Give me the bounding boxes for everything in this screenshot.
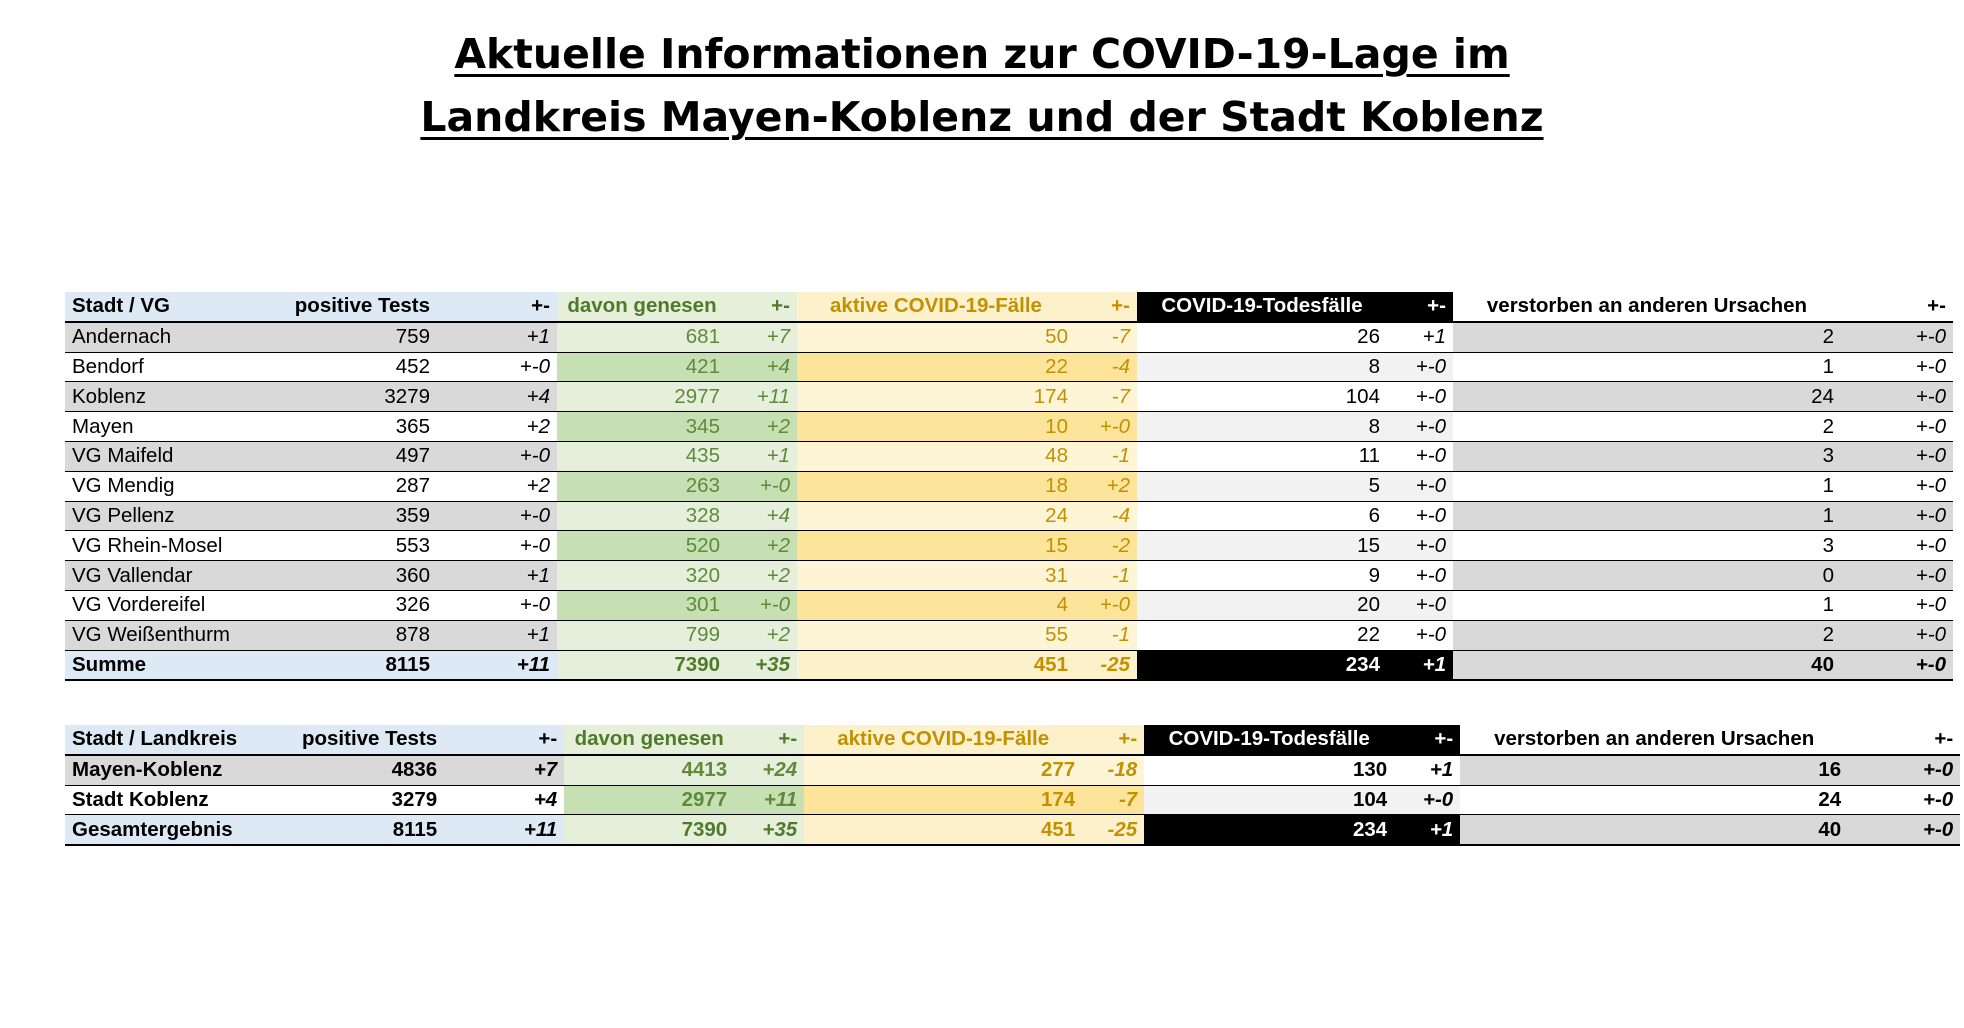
sum-cell-gen: 7390 (564, 815, 734, 845)
cell-pos: 3279 (244, 785, 444, 815)
sum-row (65, 650, 1953, 680)
table-row (65, 561, 1953, 591)
cell-akt: 22 (797, 352, 1075, 382)
cell-tod-delta: +-0 (1387, 382, 1453, 412)
sum-cell-tod: 234 (1144, 815, 1394, 845)
sum-cell-gen-delta: +35 (734, 815, 804, 845)
cell-ver-delta: +-0 (1841, 471, 1953, 501)
cell-akt-delta: -1 (1075, 441, 1137, 471)
column-header-ver: verstorben an anderen Ursachen (1460, 725, 1848, 755)
cell-tod: 104 (1137, 382, 1387, 412)
sum-cell-gen: 7390 (557, 650, 727, 680)
cell-tod: 9 (1137, 561, 1387, 591)
cell-gen-delta: +2 (727, 412, 797, 442)
page-title-line-2: Landkreis Mayen-Koblenz und der Stadt Koblenz (420, 93, 1544, 141)
sum-cell-tod-delta: +1 (1394, 815, 1460, 845)
cell-pos: 3279 (237, 382, 437, 412)
cell-name: Andernach (65, 322, 237, 352)
table-row (65, 785, 1960, 815)
column-header-akt: aktive COVID-19-Fälle (797, 292, 1075, 322)
column-header-pos: positive Tests (244, 725, 444, 755)
column-header-ver: verstorben an anderen Ursachen (1453, 292, 1841, 322)
cell-gen-delta: +4 (727, 352, 797, 382)
cell-gen-delta: +2 (727, 561, 797, 591)
cell-ver: 3 (1453, 441, 1841, 471)
cell-gen-delta: +11 (727, 382, 797, 412)
cell-name: Mayen (65, 412, 237, 442)
cell-akt-delta: +2 (1075, 471, 1137, 501)
cell-ver-delta: +-0 (1841, 501, 1953, 531)
cell-pos: 878 (237, 620, 437, 650)
cell-tod: 130 (1144, 755, 1394, 785)
cell-ver-delta: +-0 (1841, 412, 1953, 442)
cell-akt: 48 (797, 441, 1075, 471)
cell-tod-delta: +-0 (1387, 620, 1453, 650)
cell-ver: 3 (1453, 531, 1841, 561)
table-row (65, 412, 1953, 442)
vg-table (65, 292, 1953, 681)
cell-tod: 22 (1137, 620, 1387, 650)
cell-tod: 26 (1137, 322, 1387, 352)
cell-ver: 1 (1453, 590, 1841, 620)
cell-ver-delta: +-0 (1841, 352, 1953, 382)
cell-pos: 326 (237, 590, 437, 620)
cell-akt-delta: -18 (1082, 755, 1144, 785)
cell-tod-delta: +-0 (1387, 531, 1453, 561)
sum-cell-name: Gesamtergebnis (65, 815, 244, 845)
cell-tod-delta: +-0 (1387, 590, 1453, 620)
cell-akt: 50 (797, 322, 1075, 352)
cell-ver: 24 (1453, 382, 1841, 412)
cell-ver: 24 (1460, 785, 1848, 815)
cell-gen: 301 (557, 590, 727, 620)
column-header-pos-delta: +- (437, 292, 557, 322)
cell-gen-delta: +4 (727, 501, 797, 531)
cell-gen-delta: +-0 (727, 590, 797, 620)
cell-tod-delta: +-0 (1387, 441, 1453, 471)
cell-pos: 287 (237, 471, 437, 501)
column-header-gen-delta: +- (734, 725, 804, 755)
sum-cell-ver-delta: +-0 (1848, 815, 1960, 845)
column-header-name: Stadt / Landkreis (65, 725, 244, 755)
cell-tod-delta: +-0 (1387, 501, 1453, 531)
cell-tod: 20 (1137, 590, 1387, 620)
cell-akt-delta: -7 (1082, 785, 1144, 815)
column-header-akt-delta: +- (1082, 725, 1144, 755)
cell-pos-delta: +7 (444, 755, 564, 785)
sum-cell-pos: 8115 (237, 650, 437, 680)
cell-gen: 345 (557, 412, 727, 442)
cell-ver-delta: +-0 (1848, 785, 1960, 815)
cell-name: Mayen-Koblenz (65, 755, 244, 785)
cell-akt: 174 (804, 785, 1082, 815)
column-header-tod: COVID-19-Todesfälle (1144, 725, 1394, 755)
sum-cell-akt: 451 (797, 650, 1075, 680)
landkreis-table (65, 725, 1960, 846)
sum-cell-akt-delta: -25 (1082, 815, 1144, 845)
cell-name: VG Vordereifel (65, 590, 237, 620)
cell-akt: 174 (797, 382, 1075, 412)
cell-tod-delta: +-0 (1387, 352, 1453, 382)
header-row (65, 725, 1960, 755)
sum-cell-pos-delta: +11 (444, 815, 564, 845)
column-header-gen: davon genesen (557, 292, 727, 322)
column-header-akt: aktive COVID-19-Fälle (804, 725, 1082, 755)
cell-gen: 799 (557, 620, 727, 650)
cell-pos-delta: +-0 (437, 531, 557, 561)
sum-cell-ver-delta: +-0 (1841, 650, 1953, 680)
table-row (65, 471, 1953, 501)
cell-gen: 320 (557, 561, 727, 591)
cell-pos-delta: +-0 (437, 501, 557, 531)
cell-ver: 2 (1453, 322, 1841, 352)
column-header-tod-delta: +- (1387, 292, 1453, 322)
cell-name: VG Weißenthurm (65, 620, 237, 650)
cell-gen: 2977 (557, 382, 727, 412)
cell-ver: 2 (1453, 620, 1841, 650)
cell-pos-delta: +-0 (437, 590, 557, 620)
cell-tod-delta: +-0 (1394, 785, 1460, 815)
cell-akt-delta: -4 (1075, 501, 1137, 531)
cell-name: Bendorf (65, 352, 237, 382)
cell-ver: 0 (1453, 561, 1841, 591)
cell-ver-delta: +-0 (1848, 755, 1960, 785)
column-header-akt-delta: +- (1075, 292, 1137, 322)
sum-cell-akt-delta: -25 (1075, 650, 1137, 680)
cell-tod: 11 (1137, 441, 1387, 471)
cell-pos: 553 (237, 531, 437, 561)
table-row (65, 501, 1953, 531)
cell-akt-delta: -2 (1075, 531, 1137, 561)
cell-pos-delta: +1 (437, 322, 557, 352)
cell-pos-delta: +4 (444, 785, 564, 815)
sum-cell-pos: 8115 (244, 815, 444, 845)
cell-pos: 365 (237, 412, 437, 442)
cell-pos-delta: +2 (437, 471, 557, 501)
column-header-tod-delta: +- (1394, 725, 1460, 755)
cell-pos-delta: +2 (437, 412, 557, 442)
cell-ver-delta: +-0 (1841, 531, 1953, 561)
cell-tod: 104 (1144, 785, 1394, 815)
cell-ver-delta: +-0 (1841, 590, 1953, 620)
cell-ver: 2 (1453, 412, 1841, 442)
cell-gen: 435 (557, 441, 727, 471)
sum-cell-tod: 234 (1137, 650, 1387, 680)
cell-tod-delta: +-0 (1387, 471, 1453, 501)
sum-cell-name: Summe (65, 650, 237, 680)
cell-tod: 8 (1137, 412, 1387, 442)
cell-name: Koblenz (65, 382, 237, 412)
cell-akt-delta: -1 (1075, 620, 1137, 650)
cell-akt-delta: +-0 (1075, 412, 1137, 442)
table-row (65, 322, 1953, 352)
cell-gen: 681 (557, 322, 727, 352)
cell-name: VG Mendig (65, 471, 237, 501)
cell-ver: 1 (1453, 501, 1841, 531)
cell-tod-delta: +1 (1387, 322, 1453, 352)
page-title-line-1: Aktuelle Informationen zur COVID-19-Lage im (454, 30, 1510, 78)
cell-akt: 277 (804, 755, 1082, 785)
cell-tod: 8 (1137, 352, 1387, 382)
table-row (65, 531, 1953, 561)
column-header-name: Stadt / VG (65, 292, 237, 322)
cell-tod-delta: +1 (1394, 755, 1460, 785)
cell-pos: 452 (237, 352, 437, 382)
cell-pos: 4836 (244, 755, 444, 785)
sum-cell-ver: 40 (1460, 815, 1848, 845)
cell-ver: 16 (1460, 755, 1848, 785)
cell-akt-delta: -1 (1075, 561, 1137, 591)
sum-cell-pos-delta: +11 (437, 650, 557, 680)
cell-akt-delta: -7 (1075, 322, 1137, 352)
cell-pos: 360 (237, 561, 437, 591)
cell-tod: 6 (1137, 501, 1387, 531)
cell-pos-delta: +1 (437, 561, 557, 591)
column-header-tod: COVID-19-Todesfälle (1137, 292, 1387, 322)
cell-tod: 5 (1137, 471, 1387, 501)
column-header-pos: positive Tests (237, 292, 437, 322)
column-header-gen: davon genesen (564, 725, 734, 755)
cell-ver: 1 (1453, 471, 1841, 501)
sum-cell-tod-delta: +1 (1387, 650, 1453, 680)
column-header-pos-delta: +- (444, 725, 564, 755)
cell-name: VG Vallendar (65, 561, 237, 591)
cell-tod-delta: +-0 (1387, 412, 1453, 442)
table-row (65, 755, 1960, 785)
cell-gen-delta: +2 (727, 531, 797, 561)
cell-akt: 18 (797, 471, 1075, 501)
cell-ver-delta: +-0 (1841, 382, 1953, 412)
cell-akt: 24 (797, 501, 1075, 531)
table-row (65, 590, 1953, 620)
cell-gen: 263 (557, 471, 727, 501)
cell-ver-delta: +-0 (1841, 441, 1953, 471)
column-header-ver-delta: +- (1848, 725, 1960, 755)
sum-cell-gen-delta: +35 (727, 650, 797, 680)
cell-akt: 31 (797, 561, 1075, 591)
cell-pos: 359 (237, 501, 437, 531)
cell-name: Stadt Koblenz (65, 785, 244, 815)
cell-gen-delta: +7 (727, 322, 797, 352)
table-row (65, 620, 1953, 650)
cell-akt-delta: +-0 (1075, 590, 1137, 620)
table-row (65, 352, 1953, 382)
cell-pos-delta: +-0 (437, 441, 557, 471)
cell-name: VG Pellenz (65, 501, 237, 531)
cell-gen: 520 (557, 531, 727, 561)
cell-akt-delta: -7 (1075, 382, 1137, 412)
cell-name: VG Maifeld (65, 441, 237, 471)
cell-gen: 4413 (564, 755, 734, 785)
cell-ver-delta: +-0 (1841, 322, 1953, 352)
cell-gen-delta: +-0 (727, 471, 797, 501)
cell-tod-delta: +-0 (1387, 561, 1453, 591)
sum-cell-ver: 40 (1453, 650, 1841, 680)
header-row (65, 292, 1953, 322)
cell-akt: 55 (797, 620, 1075, 650)
sum-row (65, 815, 1960, 845)
cell-akt-delta: -4 (1075, 352, 1137, 382)
cell-akt: 15 (797, 531, 1075, 561)
cell-gen-delta: +1 (727, 441, 797, 471)
cell-ver: 1 (1453, 352, 1841, 382)
cell-gen-delta: +11 (734, 785, 804, 815)
column-header-gen-delta: +- (727, 292, 797, 322)
cell-pos-delta: +4 (437, 382, 557, 412)
cell-ver-delta: +-0 (1841, 620, 1953, 650)
cell-pos-delta: +-0 (437, 352, 557, 382)
cell-pos-delta: +1 (437, 620, 557, 650)
cell-akt: 4 (797, 590, 1075, 620)
table-row (65, 382, 1953, 412)
cell-tod: 15 (1137, 531, 1387, 561)
cell-gen: 2977 (564, 785, 734, 815)
column-header-ver-delta: +- (1841, 292, 1953, 322)
table-row (65, 441, 1953, 471)
cell-gen-delta: +2 (727, 620, 797, 650)
cell-gen: 421 (557, 352, 727, 382)
cell-gen-delta: +24 (734, 755, 804, 785)
cell-name: VG Rhein-Mosel (65, 531, 237, 561)
cell-pos: 497 (237, 441, 437, 471)
cell-ver-delta: +-0 (1841, 561, 1953, 591)
cell-gen: 328 (557, 501, 727, 531)
cell-pos: 759 (237, 322, 437, 352)
sum-cell-akt: 451 (804, 815, 1082, 845)
cell-akt: 10 (797, 412, 1075, 442)
